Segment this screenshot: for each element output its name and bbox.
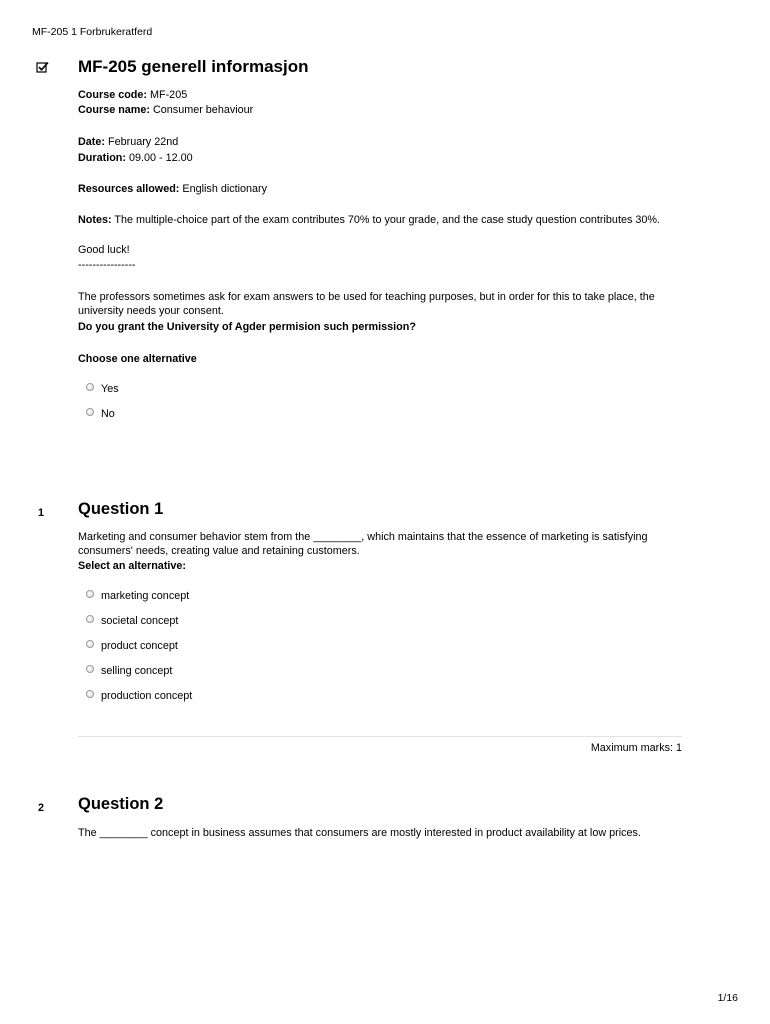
option-label: production concept	[101, 690, 193, 702]
resources-label: Resources allowed:	[78, 183, 180, 195]
duration-line	[78, 151, 193, 165]
course-code-line	[78, 88, 187, 102]
divider	[78, 736, 682, 737]
checkbox-checked-icon	[36, 61, 49, 73]
consent-text: The professors sometimes ask for exam answers to be used for teaching purposes, but in order for this to take place, the university needs your consent.	[78, 291, 655, 317]
consent-question: Do you grant the University of Agder permision such permission?	[78, 321, 416, 333]
question-number: 1	[38, 507, 45, 519]
course-code-label: Course code:	[78, 89, 147, 101]
answer-option[interactable]	[86, 689, 193, 703]
date-value: February 22nd	[105, 136, 179, 148]
option-label: product concept	[101, 640, 178, 652]
course-name-line	[78, 103, 253, 117]
option-label: marketing concept	[101, 590, 190, 602]
maximum-marks: Maximum marks: 1	[590, 742, 682, 754]
page-number: 1/16	[717, 992, 738, 1004]
answer-option[interactable]	[86, 664, 173, 678]
radio-button[interactable]	[86, 615, 94, 623]
radio-button[interactable]	[86, 408, 94, 416]
consent-option-no[interactable]	[86, 407, 115, 421]
notes-label: Notes:	[78, 214, 112, 226]
radio-button[interactable]	[86, 383, 94, 391]
answer-option[interactable]	[86, 614, 179, 628]
radio-button[interactable]	[86, 690, 94, 698]
option-label: No	[101, 408, 115, 420]
notes-value: The multiple-choice part of the exam contributes 70% to your grade, and the case study question contributes 30%.	[111, 214, 660, 226]
good-luck-text: Good luck!	[78, 244, 130, 256]
option-label: societal concept	[101, 615, 179, 627]
question-title: Question 2	[78, 795, 164, 813]
question-text: Marketing and consumer behavior stem from the ________, which maintains that the essence of marketing is satisfying consumers' needs, creating value and retaining customers.	[78, 531, 648, 557]
date-label: Date:	[78, 136, 105, 148]
option-label: Yes	[101, 383, 119, 395]
radio-button[interactable]	[86, 640, 94, 648]
option-label: selling concept	[101, 665, 173, 677]
notes-paragraph	[78, 213, 678, 227]
document-header: MF-205 1 Forbrukeratferd	[32, 26, 153, 38]
duration-label: Duration:	[78, 152, 126, 164]
resources-line	[78, 182, 267, 196]
select-label: Select an alternative:	[78, 560, 187, 572]
radio-button[interactable]	[86, 590, 94, 598]
consent-option-yes[interactable]	[86, 382, 119, 396]
resources-value: English dictionary	[179, 183, 268, 195]
duration-value: 09.00 - 12.00	[125, 152, 193, 164]
answer-option[interactable]	[86, 639, 178, 653]
info-title: MF-205 generell informasjon	[78, 57, 309, 76]
course-name-label: Course name:	[78, 104, 150, 116]
separator-dashes: ----------------	[78, 259, 136, 271]
radio-button[interactable]	[86, 665, 94, 673]
choose-label: Choose one alternative	[78, 353, 197, 365]
course-code-value: MF-205	[147, 89, 188, 101]
question-text: The ________ concept in business assumes that consumers are mostly interested in product availability at low prices.	[78, 827, 641, 839]
question-title: Question 1	[78, 500, 164, 518]
question-number: 2	[38, 802, 45, 814]
answer-option[interactable]	[86, 589, 190, 603]
date-line	[78, 135, 178, 149]
course-name-value: Consumer behaviour	[150, 104, 254, 116]
